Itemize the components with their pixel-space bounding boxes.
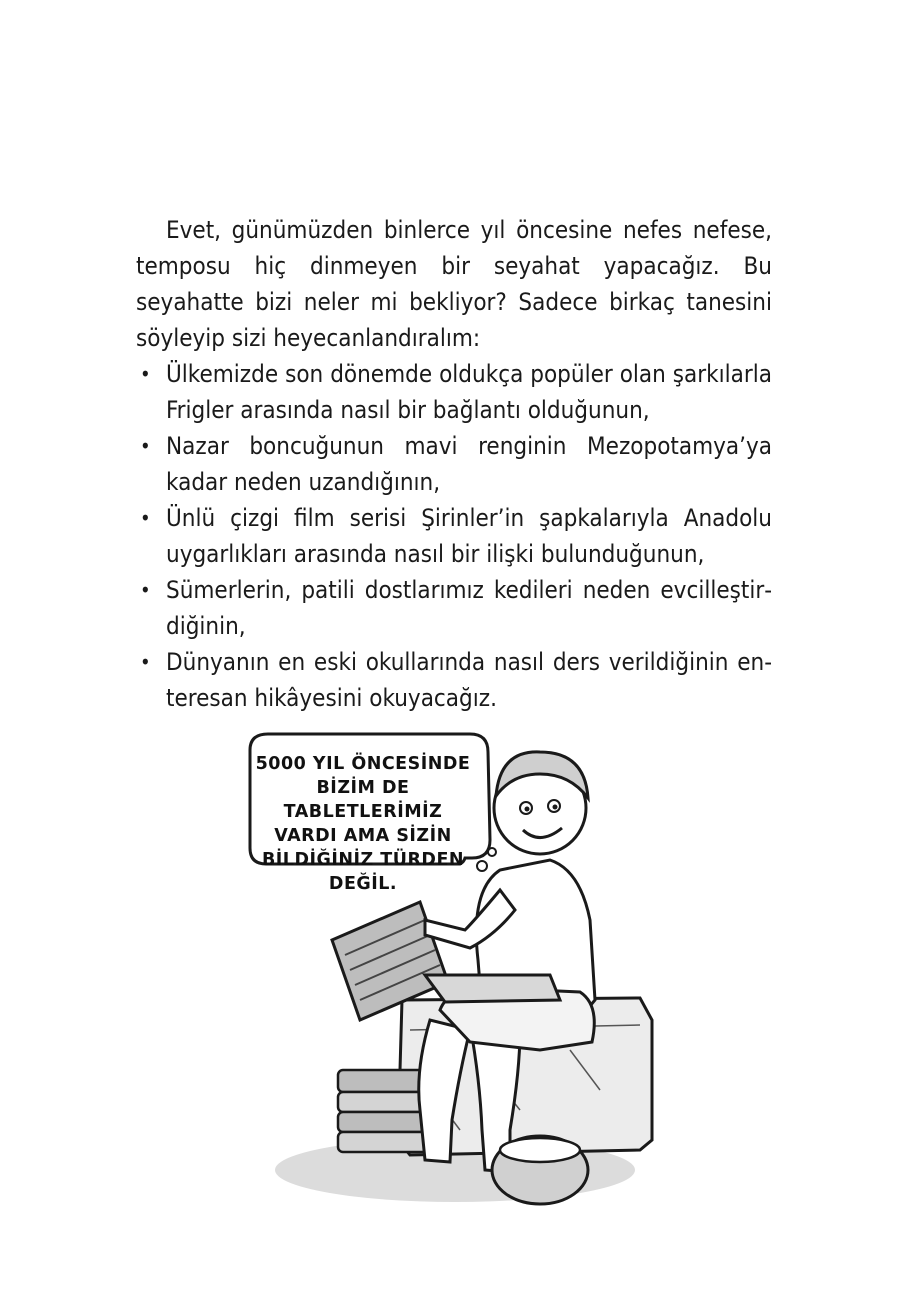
bullet-list: [136, 356, 772, 716]
body-text: [136, 212, 772, 716]
list-item: • Dünyanın en eski okullarında nasıl ders verildiğinin enteresan hikâyesini okuyacağız.: [136, 644, 772, 716]
intro-paragraph: Evet, günümüzden binlerce yıl öncesine nefes nefese, temposu hiç dinmeyen bir seyahat yapacağız. Bu seyahatte bizi neler mi bekliyor? Sadece birkaç tanesini söyleyip sizi heyecanlandıralım:: [136, 216, 772, 352]
list-item: • Nazar boncuğunun mavi renginin Mezopotamya’ya kadar neden uzandığının,: [136, 428, 772, 500]
clay-pot: [492, 1136, 588, 1204]
speech-line: VARDI AMA SİZİN: [274, 826, 452, 846]
lap-tablet: [425, 975, 560, 1002]
list-item: • Sümerlerin, patili dostlarımız kedileri neden evcilleştirdiğinin,: [136, 572, 772, 644]
speech-line: 5000 YIL ÖNCESİNDE: [255, 754, 471, 774]
boy-head: [494, 752, 588, 854]
list-item: • Ülkemizde son dönemde oldukça popüler olan şarkılarla Frigler arasında nasıl bir bağlantı olduğunun,: [136, 356, 772, 428]
tablet-stack: [338, 1070, 430, 1152]
list-item: • Ünlü çizgi film serisi Şirinler’in şapkalarıyla Anadolu uygarlıkları arasında nasıl bir ilişki bulunduğunun,: [136, 500, 772, 572]
speech-bubble-text: [238, 752, 488, 896]
speech-line: BİLDİĞİNİZ TÜRDEN DEĞİL.: [261, 850, 465, 894]
speech-line: BİZİM DE TABLETLERİMİZ: [283, 778, 443, 822]
